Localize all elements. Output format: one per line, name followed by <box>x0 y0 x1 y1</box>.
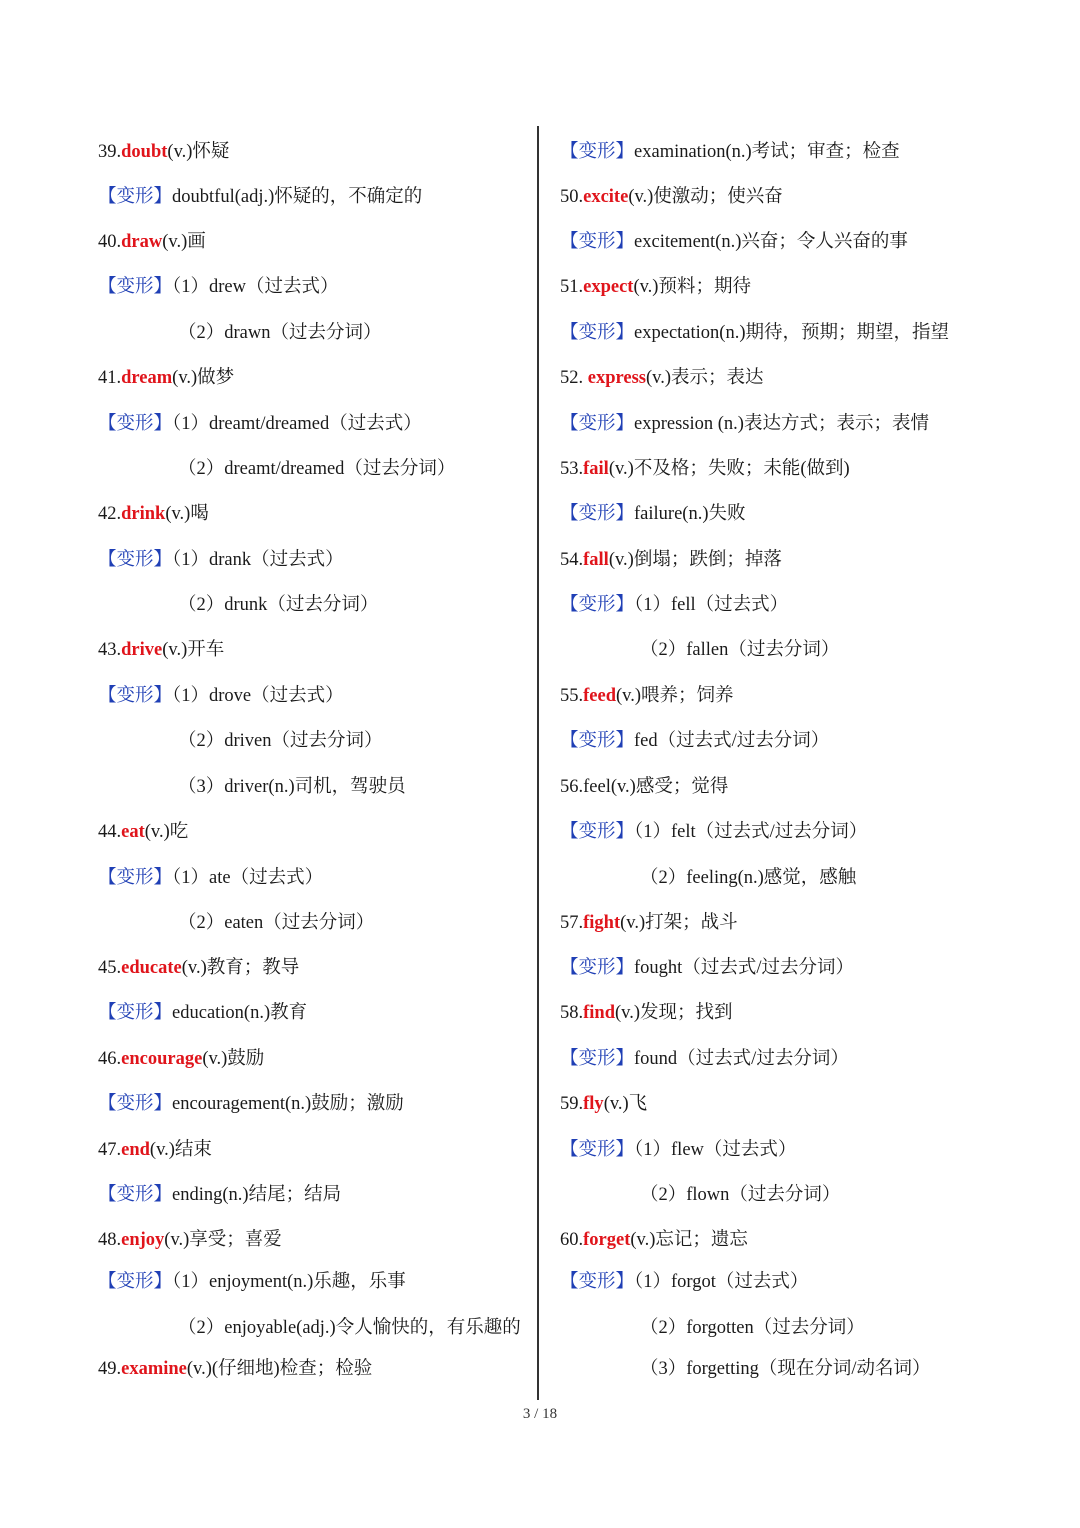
entry-number: 41. <box>98 368 122 388</box>
entry-definition: (v.)结束 <box>149 1140 212 1160</box>
entry-heading <box>98 140 229 164</box>
variant-tag: 【变形】 <box>98 1272 173 1292</box>
variant-text: education(n.)教育 <box>172 1003 308 1023</box>
entry-number: 46. <box>98 1049 122 1069</box>
entry-heading <box>98 1047 264 1071</box>
variant-subline <box>640 1316 865 1340</box>
variant-text: （1）flew（过去式） <box>634 1140 797 1160</box>
variant-line <box>560 1047 849 1071</box>
variant-text: excitement(n.)兴奋；令人兴奋的事 <box>634 232 908 252</box>
variant-text: （2）drunk（过去分词） <box>178 595 379 615</box>
variant-tag: 【变形】 <box>560 232 635 252</box>
variant-text: （2）eaten（过去分词） <box>178 913 375 933</box>
variant-tag: 【变形】 <box>98 414 173 434</box>
headword: find <box>583 1003 616 1023</box>
variant-text: expectation(n.)期待，预期；期望，指望 <box>634 323 949 343</box>
headword: drink <box>121 504 166 524</box>
variant-line <box>98 1270 406 1294</box>
headword: end <box>121 1140 150 1160</box>
variant-line <box>560 1138 796 1162</box>
variant-line <box>98 684 344 708</box>
variant-tag: 【变形】 <box>98 187 173 207</box>
entry-heading <box>560 1001 733 1025</box>
variant-subline <box>178 1316 521 1340</box>
variant-tag: 【变形】 <box>98 277 173 297</box>
entry-number: 60. <box>560 1230 584 1250</box>
variant-line <box>98 185 422 209</box>
variant-tag: 【变形】 <box>98 868 173 888</box>
variant-text: （2）flown（过去分词） <box>640 1185 841 1205</box>
column-divider <box>537 126 539 1400</box>
headword: doubt <box>121 142 168 162</box>
headword: fail <box>583 459 609 479</box>
headword: fight <box>583 913 621 933</box>
variant-line <box>98 1183 341 1207</box>
entry-heading <box>98 956 299 980</box>
variant-tag: 【变形】 <box>560 1049 635 1069</box>
entry-definition: (v.)使激动；使兴奋 <box>628 187 783 207</box>
entry-heading <box>560 911 738 935</box>
variant-tag: 【变形】 <box>98 1094 173 1114</box>
entry-heading <box>560 275 751 299</box>
variant-tag: 【变形】 <box>560 414 635 434</box>
variant-text: examination(n.)考试；审查；检查 <box>634 142 900 162</box>
entry-number: 58. <box>560 1003 584 1023</box>
variant-text: encouragement(n.)鼓励；激励 <box>172 1094 404 1114</box>
entry-number: 53. <box>560 459 584 479</box>
variant-text: （1）ate（过去式） <box>172 868 324 888</box>
entry-number: 47. <box>98 1140 122 1160</box>
variant-tag: 【变形】 <box>560 504 635 524</box>
variant-subline <box>640 866 856 890</box>
entry-definition: (v.)忘记；遗忘 <box>630 1230 748 1250</box>
entry-definition: (v.)喝 <box>165 504 209 524</box>
variant-text: （1）forgot（过去式） <box>634 1272 809 1292</box>
entry-heading <box>560 1092 647 1116</box>
entry-number: 57. <box>560 913 584 933</box>
entry-definition: (v.)享受；喜爱 <box>164 1230 282 1250</box>
headword: dream <box>121 368 173 388</box>
entry-number: 42. <box>98 504 122 524</box>
entry-definition: (v.)预料；期待 <box>633 277 751 297</box>
variant-text: found（过去式/过去分词） <box>634 1049 849 1069</box>
entry-definition: (v.)表示；表达 <box>646 368 764 388</box>
variant-line <box>560 140 900 164</box>
variant-tag: 【变形】 <box>98 1185 173 1205</box>
entry-number: 40. <box>98 232 122 252</box>
entry-heading <box>98 366 234 390</box>
variant-line <box>98 275 339 299</box>
entry-number: 43. <box>98 640 122 660</box>
entry-heading <box>98 820 188 844</box>
entry-number: 55. <box>560 686 584 706</box>
entry-definition: (v.)教育；教导 <box>181 958 300 978</box>
variant-text: fed（过去式/过去分词） <box>634 731 830 751</box>
headword: feed <box>583 686 616 706</box>
headword: forget <box>583 1230 631 1250</box>
variant-line <box>560 729 829 753</box>
variant-line <box>560 321 949 345</box>
entry-definition: (v.)打架；战斗 <box>620 913 738 933</box>
variant-text: （2）enjoyable(adj.)令人愉快的，有乐趣的 <box>178 1318 521 1338</box>
variant-subline <box>178 457 455 481</box>
entry-definition: (v.)喂养；饲养 <box>616 686 734 706</box>
entry-definition: (v.)倒塌；跌倒；掉落 <box>608 550 782 570</box>
variant-subline <box>178 775 406 799</box>
variant-text: （1）drove（过去式） <box>172 686 344 706</box>
variant-text: （2）drawn（过去分词） <box>178 323 382 343</box>
variant-line <box>98 412 422 436</box>
entry-definition: (v.)做梦 <box>172 368 235 388</box>
headword: eat <box>121 822 145 842</box>
entry-heading <box>560 185 783 209</box>
entry-definition: (v.)开车 <box>162 640 225 660</box>
entry-heading <box>560 1228 748 1252</box>
variant-line <box>560 412 929 436</box>
variant-text: （2）forgotten（过去分词） <box>640 1318 865 1338</box>
entry-heading <box>560 366 764 390</box>
entry-heading <box>560 548 782 572</box>
variant-tag: 【变形】 <box>98 550 173 570</box>
variant-text: ending(n.)结尾；结局 <box>172 1185 342 1205</box>
variant-line <box>560 230 908 254</box>
variant-text: （1）drank（过去式） <box>172 550 344 570</box>
variant-subline <box>640 1357 931 1381</box>
variant-text: （1）drew（过去式） <box>172 277 339 297</box>
entry-definition: feel(v.)感受；觉得 <box>583 777 729 797</box>
headword: expect <box>583 277 634 297</box>
variant-line <box>98 1001 307 1025</box>
entry-definition: (v.)(仔细地)检查；检验 <box>186 1359 373 1379</box>
entry-definition: (v.)不及格；失败；未能(做到) <box>608 459 850 479</box>
variant-text: （1）fell（过去式） <box>634 595 789 615</box>
variant-text: （2）fallen（过去分词） <box>640 640 840 660</box>
entry-definition: (v.)怀疑 <box>167 142 230 162</box>
variant-tag: 【变形】 <box>98 1003 173 1023</box>
variant-text: （2）driven（过去分词） <box>178 731 383 751</box>
variant-text: fought（过去式/过去分词） <box>634 958 854 978</box>
variant-tag: 【变形】 <box>560 1140 635 1160</box>
headword: express <box>587 368 646 388</box>
variant-text: expression (n.)表达方式；表示；表情 <box>634 414 929 434</box>
variant-subline <box>640 1183 840 1207</box>
variant-line <box>560 502 746 526</box>
variant-subline <box>178 321 381 345</box>
entry-number: 50. <box>560 187 584 207</box>
entry-number: 48. <box>98 1230 122 1250</box>
entry-heading <box>98 1228 282 1252</box>
variant-tag: 【变形】 <box>560 142 635 162</box>
entry-heading <box>98 638 224 662</box>
entry-heading <box>560 684 734 708</box>
entry-number: 45. <box>98 958 122 978</box>
page-number: 3 / 18 <box>522 1406 558 1422</box>
variant-tag: 【变形】 <box>560 958 635 978</box>
entry-definition: (v.)吃 <box>144 822 189 842</box>
variant-text: failure(n.)失败 <box>634 504 746 524</box>
entry-heading <box>560 457 850 481</box>
variant-tag: 【变形】 <box>560 731 635 751</box>
entry-number: 52. <box>560 368 588 388</box>
entry-number: 49. <box>98 1359 122 1379</box>
entry-heading <box>98 230 206 254</box>
headword: fly <box>583 1094 604 1114</box>
entry-heading <box>98 1357 372 1381</box>
variant-tag: 【变形】 <box>560 822 635 842</box>
variant-tag: 【变形】 <box>98 686 173 706</box>
entry-heading <box>560 775 728 799</box>
headword: examine <box>121 1359 187 1379</box>
variant-tag: 【变形】 <box>560 1272 635 1292</box>
variant-line <box>560 820 867 844</box>
variant-line <box>98 866 323 890</box>
headword: encourage <box>121 1049 203 1069</box>
variant-text: （1）felt（过去式/过去分词） <box>634 822 868 842</box>
headword: excite <box>583 187 629 207</box>
variant-line <box>560 1270 808 1294</box>
entry-definition: (v.)飞 <box>603 1094 648 1114</box>
variant-text: （2）dreamt/dreamed（过去分词） <box>178 459 456 479</box>
entry-definition: (v.)发现；找到 <box>615 1003 733 1023</box>
variant-subline <box>178 729 383 753</box>
entry-number: 56. <box>560 777 584 797</box>
entry-heading <box>98 502 209 526</box>
entry-number: 59. <box>560 1094 584 1114</box>
variant-subline <box>640 638 839 662</box>
variant-subline <box>178 911 374 935</box>
headword: educate <box>121 958 182 978</box>
headword: enjoy <box>121 1230 165 1250</box>
variant-text: （3）driver(n.)司机，驾驶员 <box>178 777 406 797</box>
variant-line <box>98 548 344 572</box>
variant-text: （3）forgetting（现在分词/动名词） <box>640 1359 931 1379</box>
entry-heading <box>98 1138 212 1162</box>
variant-tag: 【变形】 <box>560 595 635 615</box>
variant-text: doubtful(adj.)怀疑的，不确定的 <box>172 187 423 207</box>
entry-number: 54. <box>560 550 584 570</box>
entry-definition: (v.)鼓励 <box>202 1049 265 1069</box>
variant-line <box>98 1092 404 1116</box>
headword: draw <box>121 232 163 252</box>
headword: drive <box>121 640 163 660</box>
variant-line <box>560 593 788 617</box>
entry-number: 44. <box>98 822 122 842</box>
variant-subline <box>178 593 378 617</box>
variant-line <box>560 956 854 980</box>
headword: fall <box>583 550 609 570</box>
variant-tag: 【变形】 <box>560 323 635 343</box>
entry-number: 51. <box>560 277 584 297</box>
variant-text: （2）feeling(n.)感觉，感触 <box>640 868 857 888</box>
variant-text: （1）enjoyment(n.)乐趣，乐事 <box>172 1272 406 1292</box>
variant-text: （1）dreamt/dreamed（过去式） <box>172 414 422 434</box>
entry-definition: (v.)画 <box>162 232 206 252</box>
entry-number: 39. <box>98 142 122 162</box>
